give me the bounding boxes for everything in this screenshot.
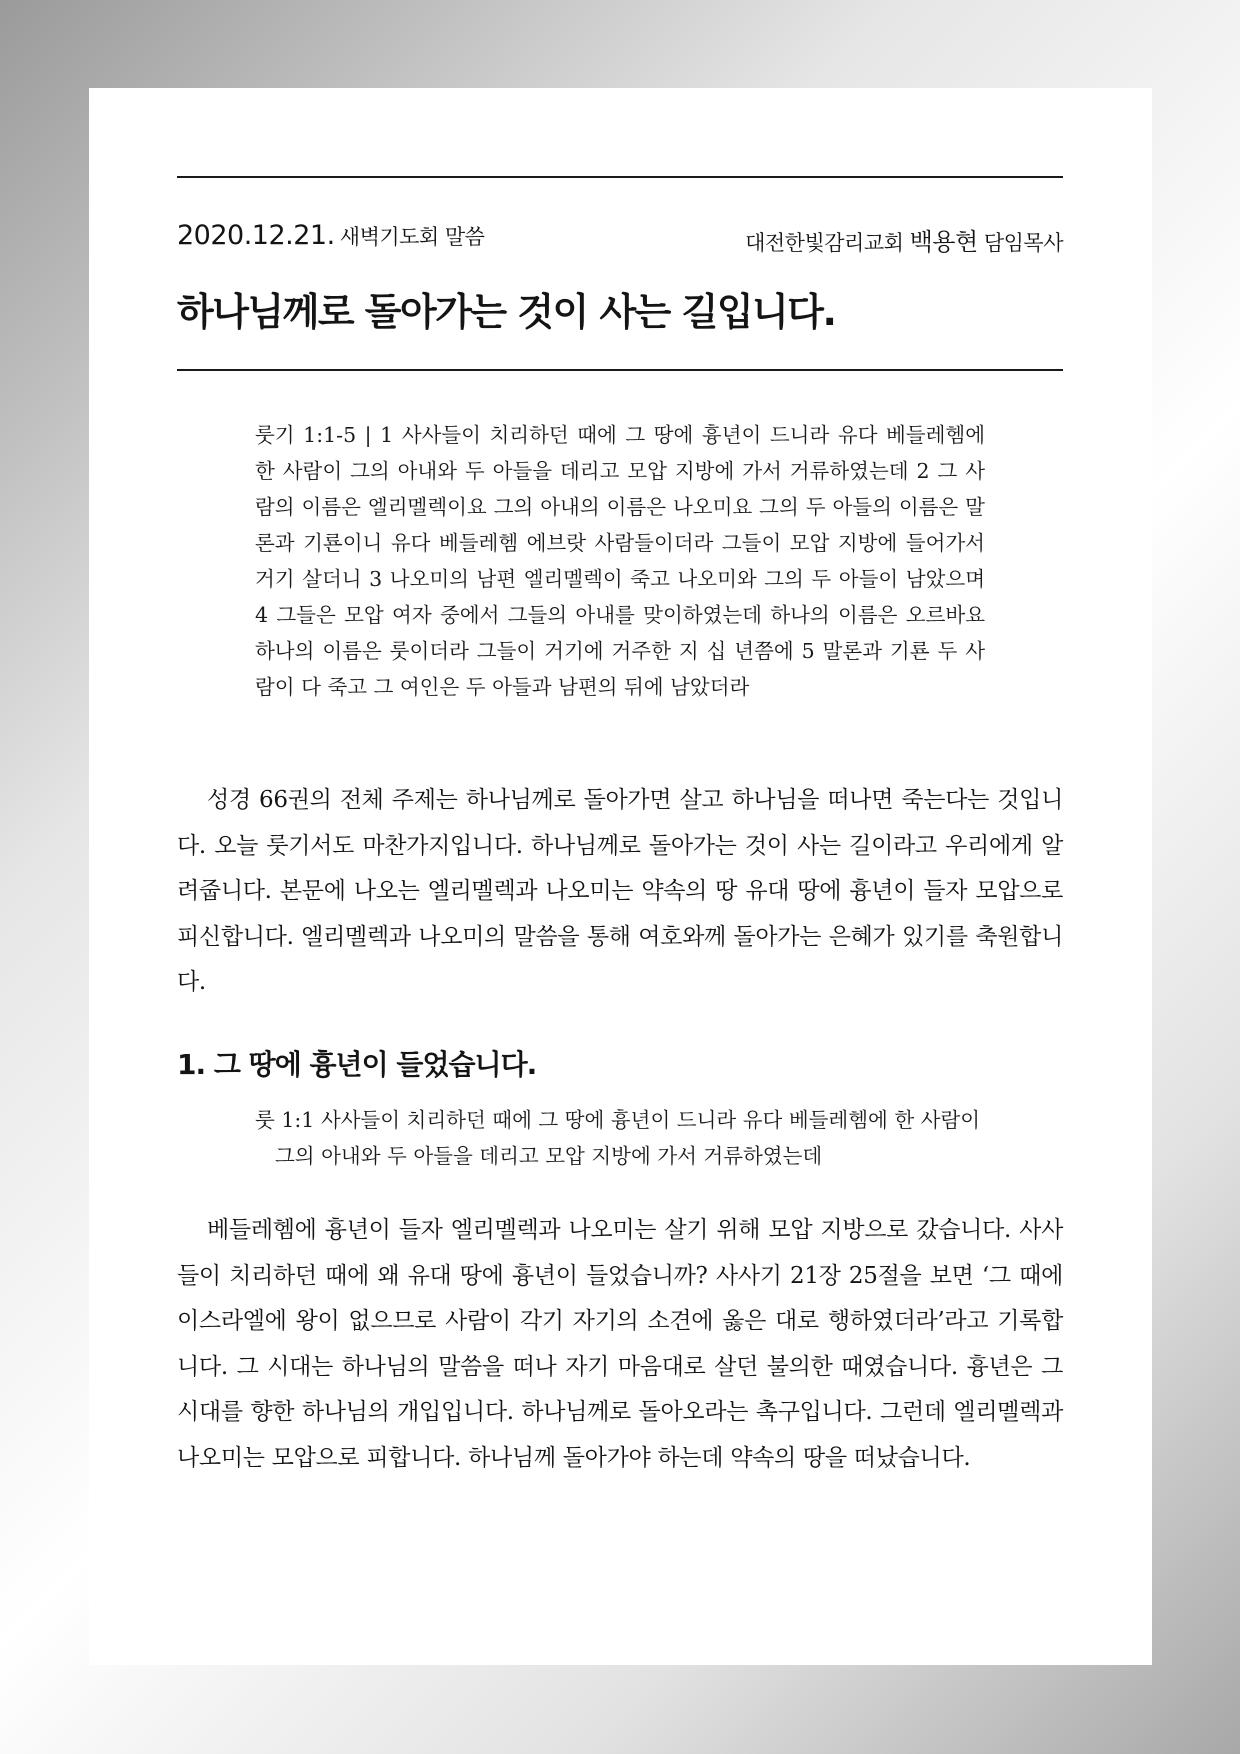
scripture-passage: 룻기 1:1-5 | 1 사사들이 치리하던 때에 그 땅에 흉년이 드니라 유다 베들레헴에 한 사람이 그의 아내와 두 아들을 데리고 모압 지방에 가서 거류하였는데 2 그 사람의 이름은 엘리멜렉이요 그의 아내의 이름은 나오미요 그의 두 아들의 이름은 말론과 기룐이니 유다 베들레헴 에브랏 사람들이더라 그들이 모압 지방에 들어가서 거기 살더니 3 나오미의 남편 엘리멜렉이 죽고 나오미와 그의 두 아들이 남았으며 4 그들은 모압 여자 중에서 그들의 아내를 맞이하였는데 하나의 이름은 오르바요 하나의 이름은 룻이더라 그들이 거기에 거주한 지 십 년쯤에 5 말론과 기룐 두 사람이 다 죽고 그 여인은 두 아들과 남편의 뒤에 남았더라 [255,423,985,699]
pastor-title: 담임목사 [983,231,1063,255]
sermon-event: 새벽기도회 말씀 [339,225,485,249]
section-heading: 1. 그 땅에 흉년이 들었습니다. [177,1048,537,1081]
pastor-name: 백용현 [909,228,978,256]
document-page [89,88,1152,1665]
preacher-line [745,222,1063,257]
section-quote: 룻 1:1 사사들이 치리하던 때에 그 땅에 흉년이 드니라 유다 베들레헴에 한 사람이 그의 아내와 두 아들을 데리고 모압 지방에 가서 거류하였는데 [255,1108,981,1168]
title-divider [177,369,1063,371]
intro-paragraph: 성경 66권의 전체 주제는 하나님께로 돌아가면 살고 하나님을 떠나면 죽는다는 것입니다. 오늘 룻기서도 마찬가지입니다. 하나님께로 돌아가는 것이 사는 길이라고 우리에게 알려줍니다. 본문에 나오는 엘리멜렉과 나오미는 약속의 땅 유대 땅에 흉년이 들자 모압으로 피신합니다. 엘리멜렉과 나오미의 말씀을 통해 여호와께 돌아가는 은혜가 있기를 축원합니다. [177,787,1063,995]
sermon-title: 하나님께로 돌아가는 것이 사는 길입니다. [177,290,836,334]
top-divider [177,176,1063,178]
church-name: 대전한빛감리교회 [745,231,904,255]
sermon-date: 2020.12.21. [177,220,335,251]
section-body-paragraph: 베들레헴에 흉년이 들자 엘리멜렉과 나오미는 살기 위해 모압 지방으로 갔습니다. 사사들이 치리하던 때에 왜 유대 땅에 흉년이 들었습니까? 사사기 21장 25절을 보면 ‘그 때에 이스라엘에 왕이 없으므로 사람이 각기 자기의 소견에 옳은 대로 행하였더라’라고 기록합니다. 그 시대는 하나님의 말씀을 떠나 자기 마음대로 살던 불의한 때였습니다. 흉년은 그 시대를 향한 하나님의 개입입니다. 하나님께로 돌아오라는 촉구입니다. 그런데 엘리멜렉과 나오미는 모압으로 피합니다. 하나님께 돌아가야 하는데 약속의 땅을 떠났습니다. [177,1217,1063,1471]
sermon-date-line [177,220,484,251]
